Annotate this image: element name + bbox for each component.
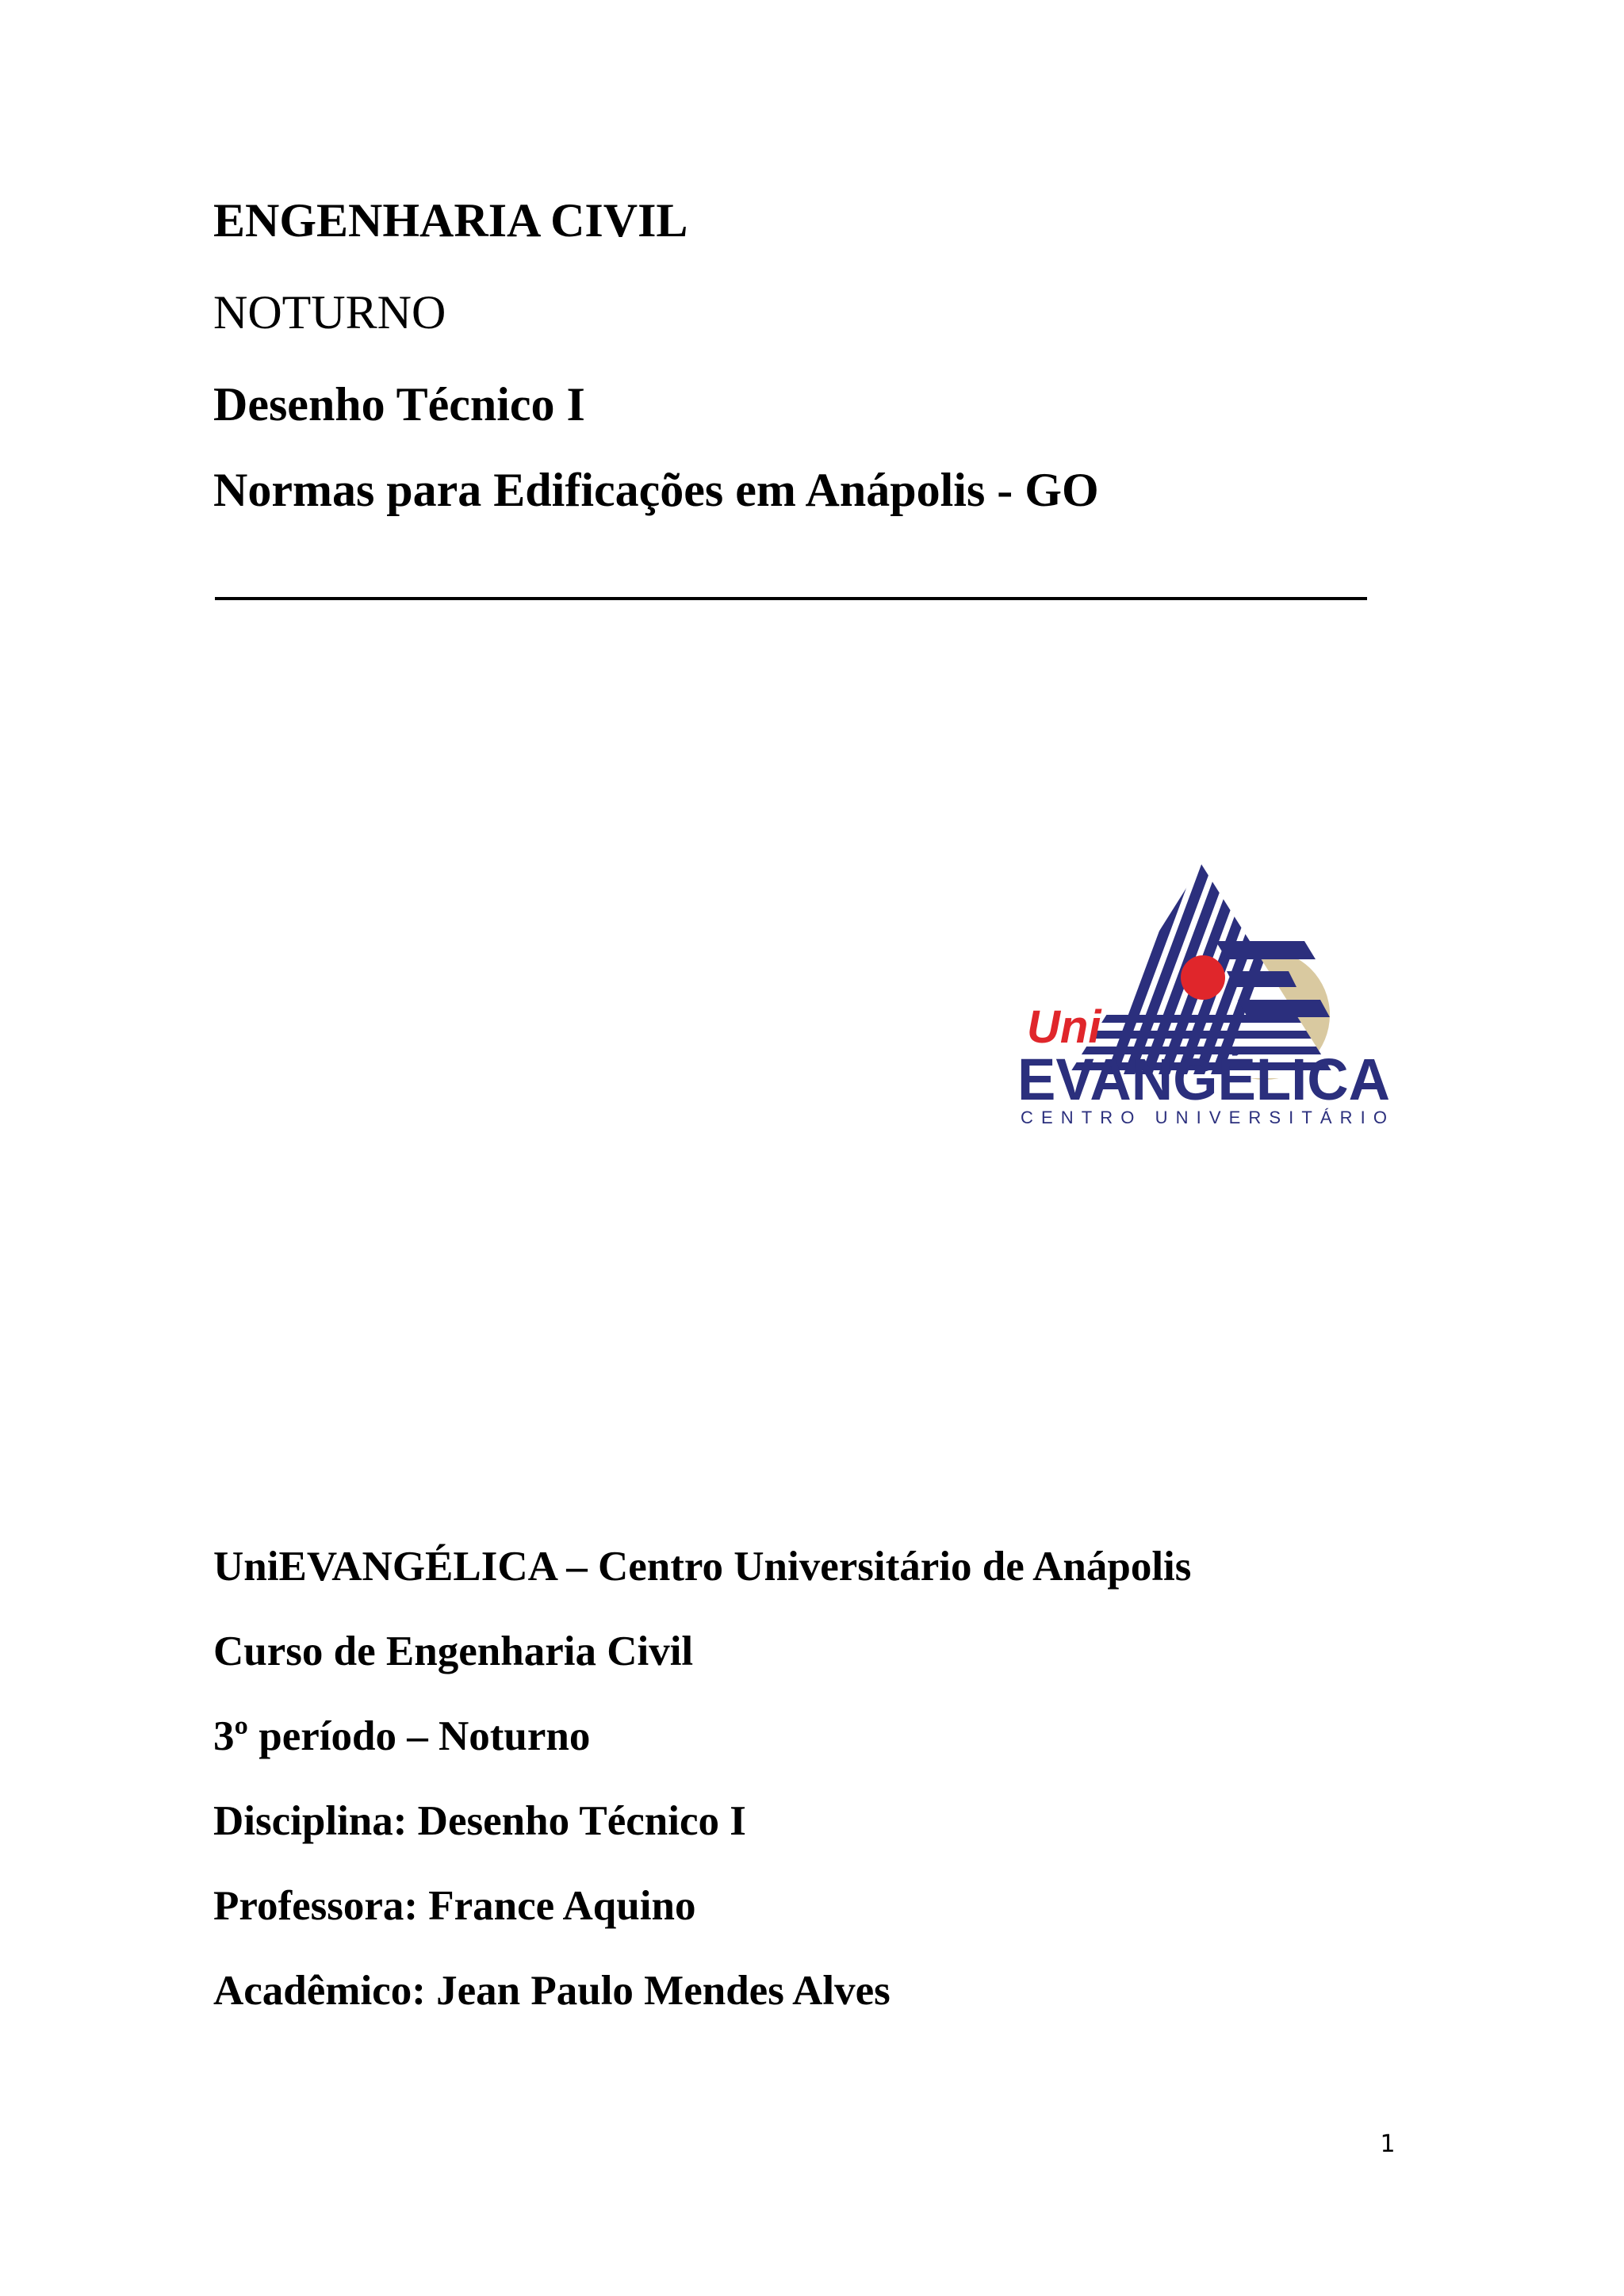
subject-title: Desenho Técnico I: [213, 378, 585, 430]
course-line: Curso de Engenharia Civil: [213, 1628, 694, 1674]
student-line: Acadêmico: Jean Paulo Mendes Alves: [213, 1968, 891, 2014]
logo-brand-prefix: Uni: [1027, 1001, 1101, 1053]
unievangelica-logo: [1003, 852, 1400, 1138]
shift-label: NOTURNO: [213, 286, 446, 339]
logo-brand-tagline: CENTRO UNIVERSITÁRIO: [1021, 1108, 1387, 1127]
horizontal-rule: [215, 597, 1367, 600]
logo-brand-name: EVANGÉLICA: [1017, 1047, 1390, 1112]
period-line: 3º período – Noturno: [213, 1713, 591, 1759]
professor-line: Professora: France Aquino: [213, 1883, 696, 1929]
institution-line: UniEVANGÉLICA – Centro Universitário de Anápolis: [213, 1544, 1192, 1590]
course-title: ENGENHARIA CIVIL: [213, 194, 688, 247]
discipline-line: Disciplina: Desenho Técnico I: [213, 1798, 746, 1844]
logo-red-ball: [1181, 955, 1225, 1000]
page-number: 1: [1380, 2130, 1396, 2158]
topic-title: Normas para Edificações em Anápolis - GO: [213, 464, 1099, 516]
